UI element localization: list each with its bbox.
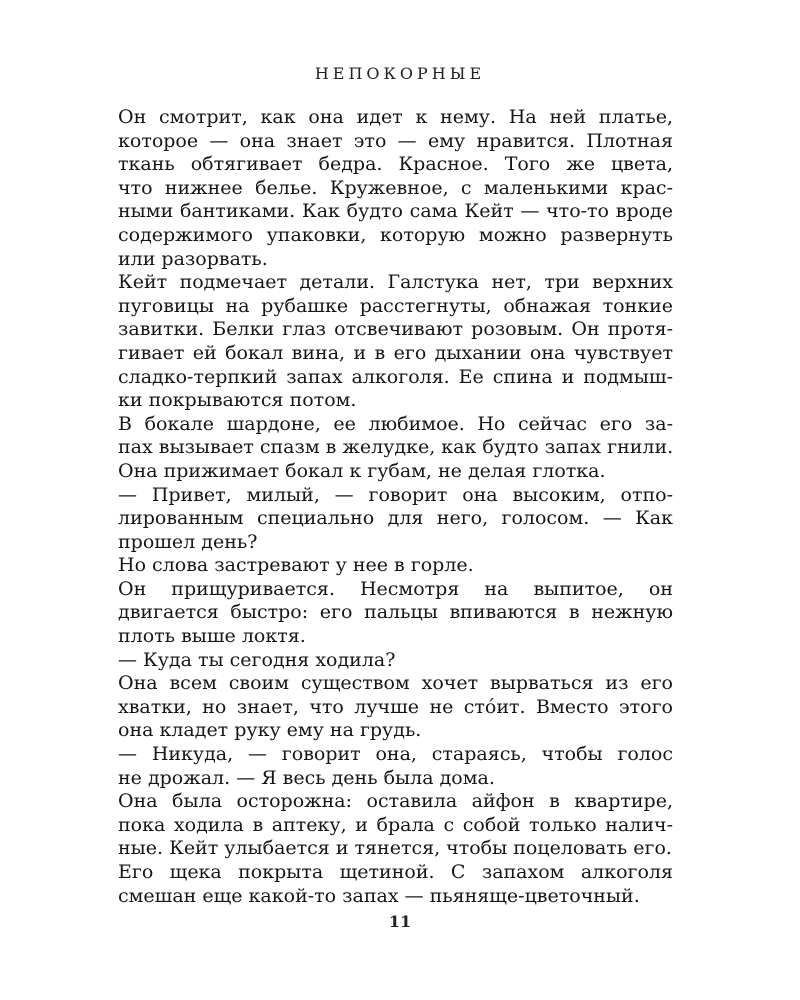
text-line: пуговицы на рубашке расстегнуты, обнажая тонкие <box>118 294 673 317</box>
text-line: пах вызывает спазм в желудке, как будто запах гнили. <box>118 436 674 459</box>
text-line: хватки, но знает, что лучше не стóит. Вместо этого <box>118 695 673 718</box>
text-line: Его щека покрыта щетиной. С запахом алкоголя <box>118 861 673 883</box>
text-line: Но слова застревают у нее в горле. <box>118 554 474 577</box>
text-line: Кейт подмечает детали. Галстука нет, три верхних <box>118 271 673 294</box>
text-line: пока ходила в аптеку, и брала с собой только налич- <box>118 813 673 836</box>
text-line: она кладет руку ему на грудь. <box>118 719 422 742</box>
paragraph <box>118 106 673 271</box>
paragraph <box>118 413 673 484</box>
text-line: плоть выше локтя. <box>118 625 306 648</box>
paragraph <box>118 861 673 908</box>
text-line: сладко-терпкий запах алкоголя. Ее спина и подмыш- <box>118 365 673 388</box>
text-line: которое — она знает это — ему нравится. Плотная <box>118 129 673 152</box>
text-line: смешан еще какой-то запах — пьянящe-цветочный. <box>118 884 640 907</box>
paragraph <box>118 743 673 790</box>
text-line: — Никуда, — говорит она, стараясь, чтобы голос <box>118 743 673 766</box>
text-line: что нижнее белье. Кружевное, с маленькими крас- <box>118 176 673 199</box>
text-line: двигается быстро: его пальцы впиваются в нежную <box>118 601 673 624</box>
paragraph <box>118 578 673 649</box>
paragraph <box>118 271 673 413</box>
text-line: содержимого упаковки, которую можно развернуть <box>118 223 673 246</box>
page-number: 11 <box>388 912 412 931</box>
text-line: В бокале шардоне, ее любимое. Но сейчас его за- <box>118 412 673 435</box>
running-head: НЕПОКОРНЫЕ <box>314 64 486 83</box>
text-line: Она прижимает бокал к губам, не делая глотка. <box>118 459 606 482</box>
text-line: Он смотрит, как она идет к нему. На ней платье, <box>118 106 673 128</box>
paragraph <box>118 649 673 673</box>
paragraph <box>118 554 673 578</box>
text-line: ки покрываются потом. <box>118 389 357 412</box>
text-line: ные. Кейт улыбается и тянется, чтобы поцеловать его. <box>118 837 672 860</box>
text-line: прошел день? <box>118 530 258 553</box>
paragraph <box>118 790 673 861</box>
text-line: лированным специально для него, голосом. — Как <box>118 507 673 530</box>
paragraph <box>118 672 673 743</box>
text-line: завитки. Белки глаз отсвечивают розовым. Он протя- <box>118 318 673 341</box>
body-text <box>118 106 673 908</box>
text-line: не дрожал. — Я весь день была дома. <box>118 766 495 789</box>
text-line: — Куда ты сегодня ходила? <box>118 648 396 671</box>
text-line: ткань обтягивает бедра. Красное. Того же цвета, <box>118 153 673 176</box>
text-line: гивает ей бокал вина, и в его дыхании она чувствует <box>118 341 673 364</box>
text-line: — Привет, милый, — говорит она высоким, отпо- <box>118 483 673 506</box>
text-line: Она была осторожна: оставила айфон в квартире, <box>118 790 673 813</box>
text-line: или разорвать. <box>118 247 268 270</box>
text-line: ными бантиками. Как будто сама Кейт — что-то вроде <box>118 200 673 223</box>
text-line: Она всем своим существом хочет вырваться из его <box>118 672 673 695</box>
text-line: Он прищуривается. Несмотря на выпитое, он <box>118 577 673 600</box>
paragraph <box>118 484 673 555</box>
